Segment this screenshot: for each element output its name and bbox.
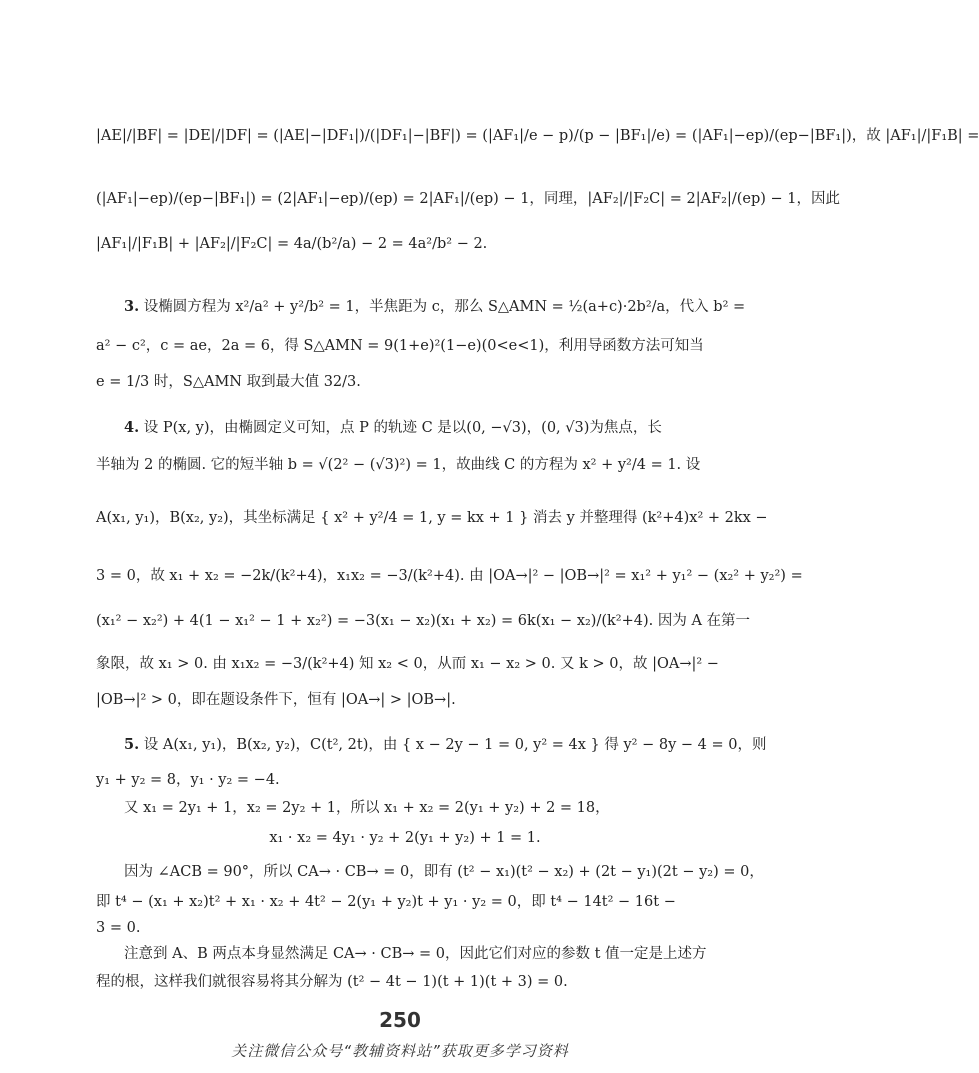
problem-4-line-3: A(x₁, y₁)，B(x₂, y₂)，其坐标满足 { x² + y²/4 = 1, y = kx + 1 } 消去 y 并整理得 (k²+4)x² + 2kx − — [96, 510, 768, 526]
problem-3-line-2: a² − c²，c = ae，2a = 6，得 S△AMN = 9(1+e)²(1−e)(0<e<1)，利用导函数方法可知当 — [96, 338, 704, 354]
problem-5-line-1: 5. 设 A(x₁, y₁)，B(x₂, y₂)，C(t², 2t)，由 { x − 2y − 1 = 0, y² = 4x } 得 y² − 8y − 4 = 0，则 — [124, 736, 767, 753]
problem-4-number: 4. — [124, 419, 140, 436]
problem-4-line-4: 3 = 0，故 x₁ + x₂ = −2k/(k²+4)，x₁x₂ = −3/(k²+4). 由 |OA→|² − |OB→|² = x₁² + y₁² − (x₂² + y₂²) = — [96, 568, 803, 584]
problem-5-number: 5. — [124, 736, 140, 753]
problem-4-line-6: 象限，故 x₁ > 0. 由 x₁x₂ = −3/(k²+4) 知 x₂ < 0，从而 x₁ − x₂ > 0. 又 k > 0，故 |OA→|² − — [96, 656, 719, 672]
problem-5-line-7: 3 = 0. — [96, 920, 141, 936]
page-number: 250 — [379, 1008, 421, 1032]
problem-3-number: 3. — [124, 298, 140, 315]
problem-5-line-8: 注意到 A、B 两点本身显然满足 CA→ · CB→ = 0，因此它们对应的参数 t 值一定是上述方 — [124, 946, 707, 962]
problem-4-line-7: |OB→|² > 0，即在题设条件下，恒有 |OA→| > |OB→|. — [96, 692, 456, 708]
text-line-2: (|AF₁|−ep)/(ep−|BF₁|) = (2|AF₁|−ep)/(ep) = 2|AF₁|/(ep) − 1，同理，|AF₂|/|F₂C| = 2|AF₂|/(ep) − 1，因此 — [96, 191, 841, 207]
text-line-1: |AE|/|BF| = |DE|/|DF| = (|AE|−|DF₁|)/(|DF₁|−|BF|) = (|AF₁|/e − p)/(p − |BF₁|/e) = (|AF₁|−ep)/(ep−|BF₁|)，故 |AF₁|/|F₁B| = — [96, 128, 979, 144]
problem-5-line-9: 程的根，这样我们就很容易将其分解为 (t² − 4t − 1)(t + 1)(t + 3) = 0. — [96, 974, 568, 990]
problem-4-line-1: 4. 设 P(x, y)，由椭圆定义可知，点 P 的轨迹 C 是以(0, −√3)，(0, √3)为焦点，长 — [124, 419, 662, 436]
problem-5-line-5: 因为 ∠ACB = 90°，所以 CA→ · CB→ = 0，即有 (t² − x₁)(t² − x₂) + (2t − y₁)(2t − y₂) = 0， — [124, 864, 764, 880]
text-line-3: |AF₁|/|F₁B| + |AF₂|/|F₂C| = 4a/(b²/a) − 2 = 4a²/b² − 2. — [96, 236, 488, 252]
footer-note: 关注微信公众号“教辅资料站”获取更多学习资料 — [231, 1042, 569, 1060]
problem-3-line-3: e = 1/3 时，S△AMN 取到最大值 32/3. — [96, 374, 361, 390]
problem-5-line-2: y₁ + y₂ = 8，y₁ · y₂ = −4. — [96, 772, 280, 788]
problem-5-line-4: x₁ · x₂ = 4y₁ · y₂ + 2(y₁ + y₂) + 1 = 1. — [269, 830, 541, 846]
problem-5-line-6: 即 t⁴ − (x₁ + x₂)t² + x₁ · x₂ + 4t² − 2(y₁ + y₂)t + y₁ · y₂ = 0，即 t⁴ − 14t² − 16t − — [96, 894, 676, 910]
problem-4-line-5: (x₁² − x₂²) + 4(1 − x₁² − 1 + x₂²) = −3(x₁ − x₂)(x₁ + x₂) = 6k(x₁ − x₂)/(k²+4). 因为 A 在第一 — [96, 613, 751, 629]
problem-5-line-3: 又 x₁ = 2y₁ + 1，x₂ = 2y₂ + 1，所以 x₁ + x₂ = 2(y₁ + y₂) + 2 = 18， — [124, 800, 610, 816]
problem-4-line-2: 半轴为 2 的椭圆. 它的短半轴 b = √(2² − (√3)²) = 1，故曲线 C 的方程为 x² + y²/4 = 1. 设 — [96, 457, 701, 473]
problem-3-line-1: 3. 设椭圆方程为 x²/a² + y²/b² = 1，半焦距为 c，那么 S△AMN = ½(a+c)·2b²/a，代入 b² = — [124, 298, 746, 315]
